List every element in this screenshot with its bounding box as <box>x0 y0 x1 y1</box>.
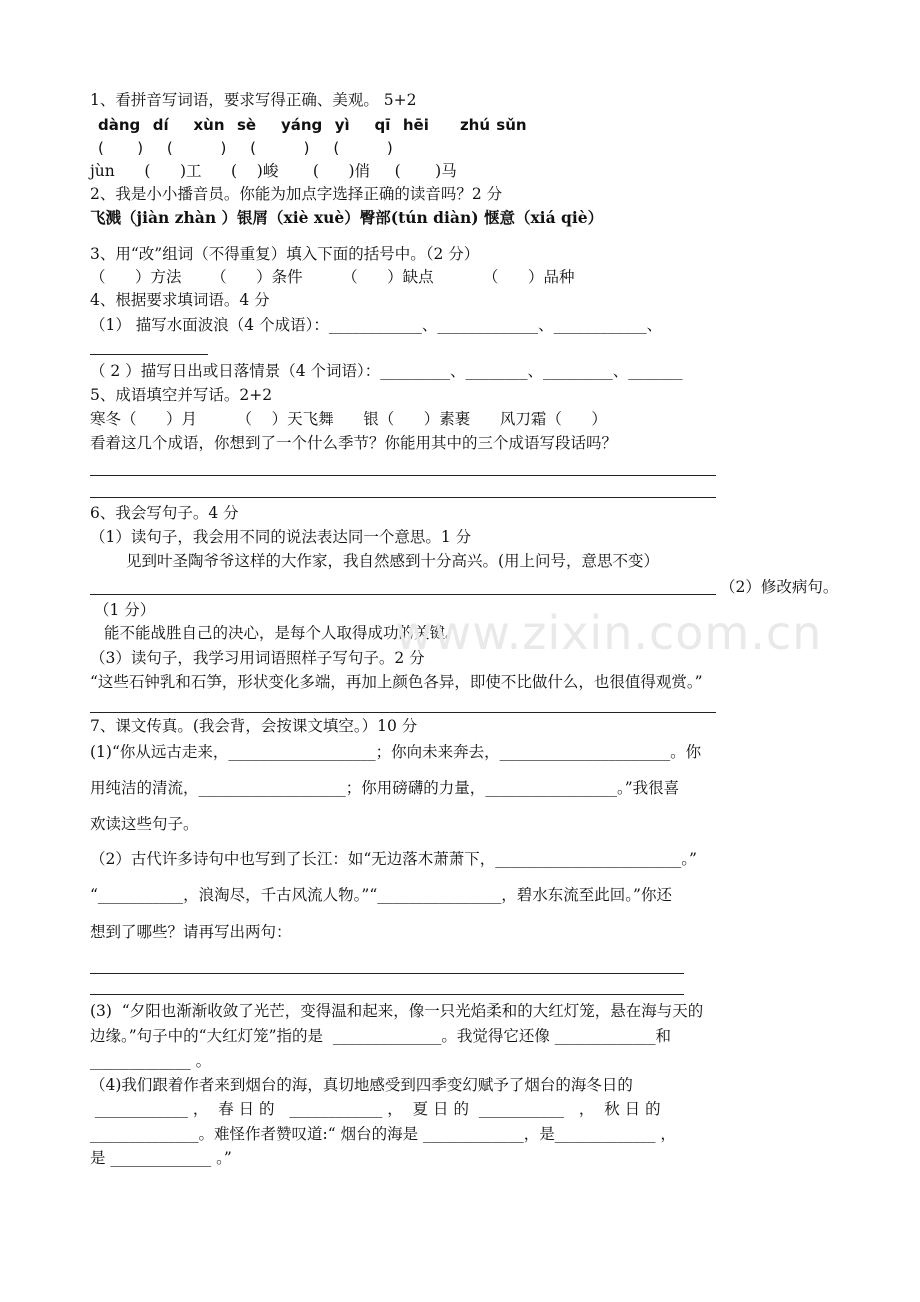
q3-title: 3、用“改”组词（不得重复）填入下面的括号中。（2 分） <box>90 245 480 263</box>
q7-part1-line3: 欢读这些句子。 <box>90 815 199 833</box>
q4-part2: （ 2 ）描写日出或日落情景（4 个词语）：_________、________、_________、_______ <box>90 362 683 380</box>
q6-part3-answer-line[interactable] <box>90 712 716 713</box>
q6-part1-answer-line[interactable] <box>90 594 716 595</box>
q7-part2-answer-line[interactable] <box>90 994 684 995</box>
q7-part2-answer-line[interactable] <box>90 973 684 974</box>
q2-options: 飞溅（jiàn zhàn ）银屑（xiè xuè）臀部(tún diàn) 惬意（xiá qiè） <box>90 208 604 227</box>
q6-part1-title: （1）读句子，我会用不同的说法表达同一个意思。1 分 <box>90 528 472 546</box>
q1-title: 1、看拼音写词语，要求写得正确、美观。 5+2 <box>90 91 417 109</box>
q5-answer-line[interactable] <box>90 475 716 476</box>
q6-part3-sentence: “这些石钟乳和石笋，形状变化多端，再加上颜色各异，即使不比做什么，也很值得观赏。” <box>90 673 703 691</box>
q5-answer-line[interactable] <box>90 497 716 498</box>
q4-answer-line[interactable] <box>90 354 208 355</box>
q5-idioms: 寒冬（ ）月 （ ）天飞舞 银（ ）素裹 风刀霜（ ） <box>90 410 607 428</box>
q7-part4-line1: （4)我们跟着作者来到烟台的海，真切地感受到四季变幻赋予了烟台的海冬日的 <box>90 1076 633 1094</box>
q4-part1: （1） 描写水面波浪（4 个成语）：____________、_____________、____________、 <box>90 316 663 334</box>
q6-part3-title: （3）读句子，我学习用词语照样子写句子。2 分 <box>90 649 425 667</box>
q3-blanks: （ ）方法 （ ）条件 （ ）缺点 （ ）品种 <box>90 268 575 286</box>
q7-part1-line2: 用纯洁的清流，___________________；你用磅礴的力量，_________________。”我很喜 <box>90 779 680 797</box>
q7-part3-line2: 边缘。”句子中的“大红灯笼”指的是 ______________。我觉得它还像 _____________和 <box>90 1027 672 1045</box>
q5-prompt: 看着这几个成语，你想到了一个什么季节？你能用其中的三个成语写段话吗？ <box>90 434 618 452</box>
q1-bottom-row: jùn ( )工 ( )峻 ( )俏 ( )马 <box>90 162 457 180</box>
q7-part2-line2: “___________，浪淘尽，千古风流人物。”“________________，碧水东流至此回。”你还 <box>90 886 672 904</box>
q7-part2-line3: 想到了哪些？请再写出两句： <box>90 923 292 941</box>
q7-part4-line4: 是 _____________ 。” <box>90 1149 232 1167</box>
q7-part4-line3: ______________。难怪作者赞叹道:“ 烟台的海是 _____________，是_____________ ， <box>90 1125 676 1143</box>
q6-part1-sentence: 见到叶圣陶爷爷这样的大作家，我自然感到十分高兴。(用上问号，意思不变） <box>126 552 660 570</box>
q7-title: 7、课文传真。(我会背，会按课文填空。）10 分 <box>90 717 418 735</box>
q1-paren-row: ( ) ( ) ( ) ( ) <box>98 139 393 157</box>
q7-part1-line1: (1)“你从远古走来，___________________；你向未来奔去，______________________。你 <box>90 743 702 761</box>
q2-title: 2、我是小小播音员。你能为加点字选择正确的读音吗？2 分 <box>90 185 503 203</box>
q1-pinyin-row: dàng dí xùn sè yáng yì qī hēi zhú sǔn <box>98 116 527 134</box>
q6-part2-score: （1 分） <box>94 601 156 619</box>
q4-title: 4、根据要求填词语。4 分 <box>90 291 270 309</box>
q7-part4-line2: ____________ ， 春 日 的 ____________ ， 夏 日 的 ___________ ， 秋 日 的 <box>90 1100 661 1118</box>
q7-part3-line1: (3) “夕阳也渐渐收敛了光芒，变得温和起来，像一只光焰柔和的大红灯笼，悬在海与天的 <box>90 1002 704 1020</box>
watermark: www.zixin.com.cn <box>395 606 823 660</box>
q5-title: 5、成语填空并写话。2+2 <box>90 386 273 404</box>
q6-part2-sentence: 能不能战胜自己的决心，是每个人取得成功的关键。 <box>104 624 461 642</box>
q7-part2-line1: （2）古代许多诗句中也写到了长江：如“无边落木萧萧下，________________________。” <box>90 850 697 868</box>
q6-title: 6、我会写句子。4 分 <box>90 504 239 522</box>
q7-part3-line3: _____________ 。 <box>90 1052 212 1070</box>
q6-part2-title: （2）修改病句。 <box>720 578 839 596</box>
